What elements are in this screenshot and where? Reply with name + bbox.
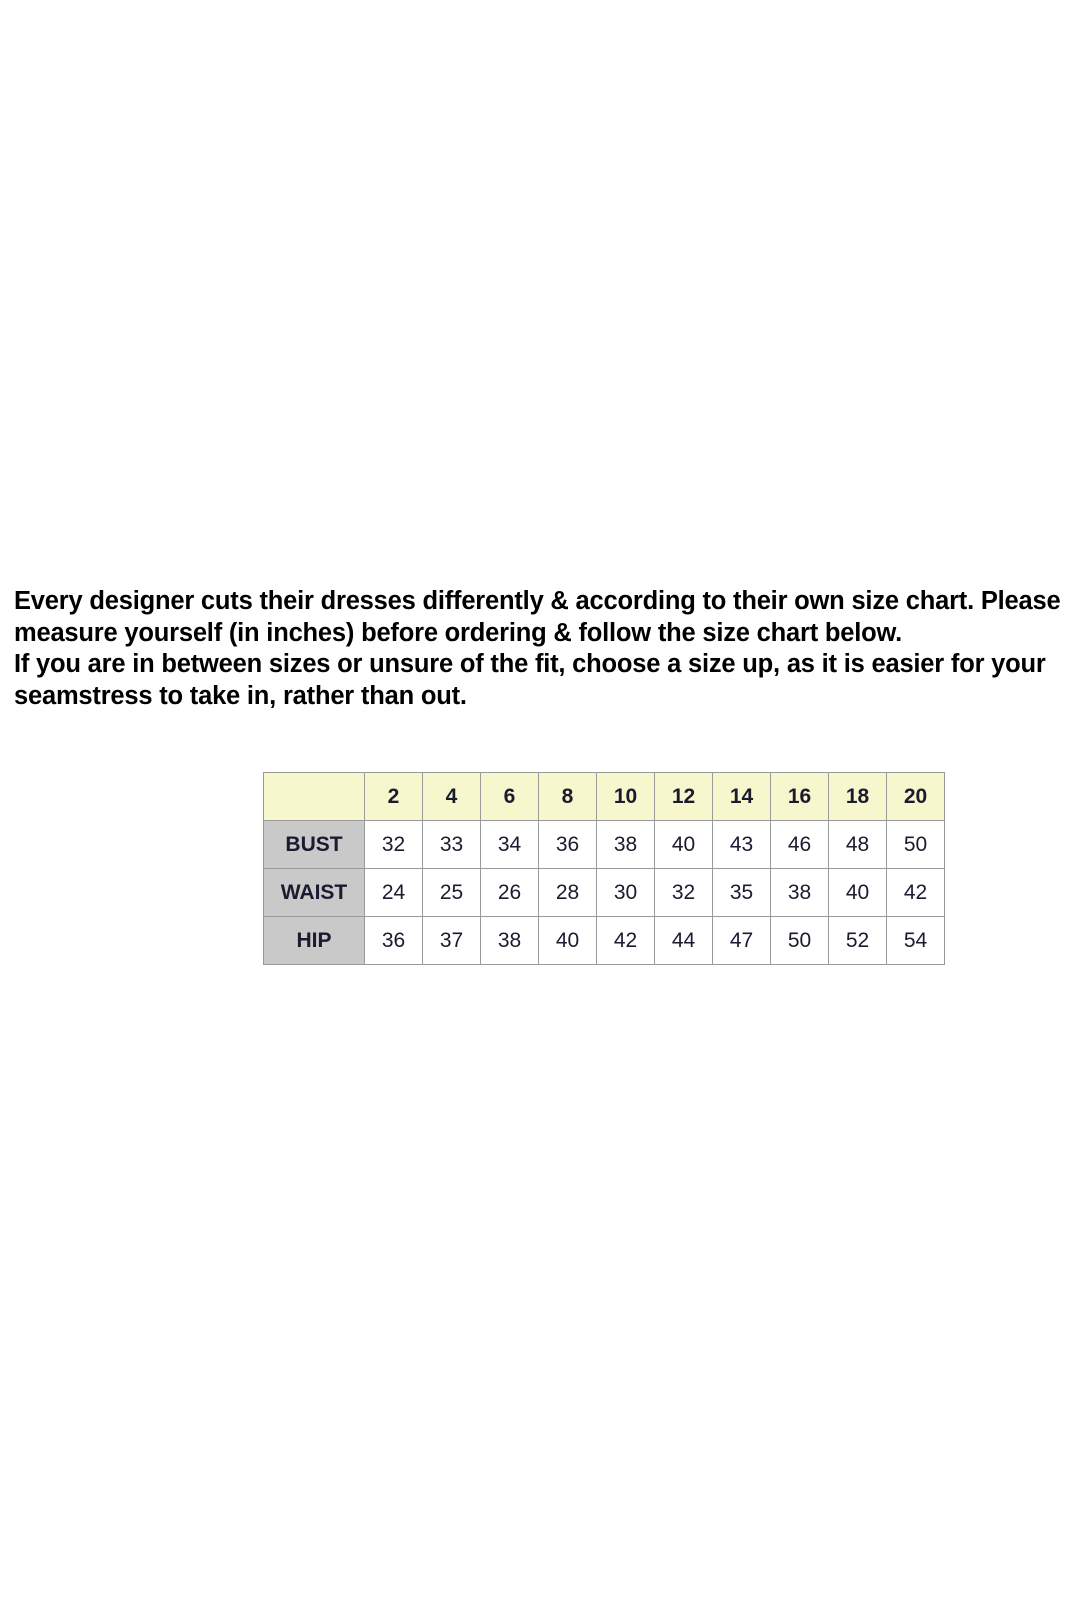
cell-bust-20: 50 xyxy=(887,821,945,869)
cell-waist-8: 28 xyxy=(539,869,597,917)
size-header-cell: 16 xyxy=(771,773,829,821)
cell-hip-6: 38 xyxy=(481,917,539,965)
size-chart-table xyxy=(263,772,945,965)
row-label-bust: BUST xyxy=(264,821,365,869)
size-header-cell: 12 xyxy=(655,773,713,821)
size-header-cell: 18 xyxy=(829,773,887,821)
size-header-cell: 20 xyxy=(887,773,945,821)
table-row xyxy=(264,869,945,917)
cell-bust-16: 46 xyxy=(771,821,829,869)
intro-paragraph-1: Every designer cuts their dresses differently & according to their own size chart. Please measure yourself (in inches) before ordering & follow the size chart below. xyxy=(14,587,1061,647)
row-label-waist: WAIST xyxy=(264,869,365,917)
cell-hip-12: 44 xyxy=(655,917,713,965)
size-header-cell: 4 xyxy=(423,773,481,821)
size-header-cell: 14 xyxy=(713,773,771,821)
cell-bust-14: 43 xyxy=(713,821,771,869)
cell-hip-18: 52 xyxy=(829,917,887,965)
cell-bust-4: 33 xyxy=(423,821,481,869)
cell-bust-8: 36 xyxy=(539,821,597,869)
cell-waist-4: 25 xyxy=(423,869,481,917)
cell-hip-4: 37 xyxy=(423,917,481,965)
cell-waist-14: 35 xyxy=(713,869,771,917)
size-header-cell: 10 xyxy=(597,773,655,821)
cell-bust-10: 38 xyxy=(597,821,655,869)
size-header-cell: 2 xyxy=(365,773,423,821)
cell-hip-2: 36 xyxy=(365,917,423,965)
table-row xyxy=(264,917,945,965)
size-chart-body xyxy=(264,773,945,965)
cell-bust-6: 34 xyxy=(481,821,539,869)
cell-bust-18: 48 xyxy=(829,821,887,869)
cell-waist-20: 42 xyxy=(887,869,945,917)
cell-bust-2: 32 xyxy=(365,821,423,869)
size-chart-container xyxy=(263,772,945,965)
size-header-cell: 6 xyxy=(481,773,539,821)
cell-hip-20: 54 xyxy=(887,917,945,965)
cell-waist-18: 40 xyxy=(829,869,887,917)
cell-hip-16: 50 xyxy=(771,917,829,965)
cell-waist-10: 30 xyxy=(597,869,655,917)
row-label-hip: HIP xyxy=(264,917,365,965)
cell-bust-12: 40 xyxy=(655,821,713,869)
cell-hip-8: 40 xyxy=(539,917,597,965)
cell-waist-6: 26 xyxy=(481,869,539,917)
table-header-row xyxy=(264,773,945,821)
cell-hip-10: 42 xyxy=(597,917,655,965)
size-header-cell: 8 xyxy=(539,773,597,821)
cell-waist-2: 24 xyxy=(365,869,423,917)
cell-hip-14: 47 xyxy=(713,917,771,965)
intro-paragraph-2: If you are in between sizes or unsure of the fit, choose a size up, as it is easier for your seamstress to take in, rather than out. xyxy=(14,650,1046,710)
table-row xyxy=(264,821,945,869)
intro-text-block xyxy=(14,586,1064,712)
table-corner-cell xyxy=(264,773,365,821)
cell-waist-12: 32 xyxy=(655,869,713,917)
cell-waist-16: 38 xyxy=(771,869,829,917)
